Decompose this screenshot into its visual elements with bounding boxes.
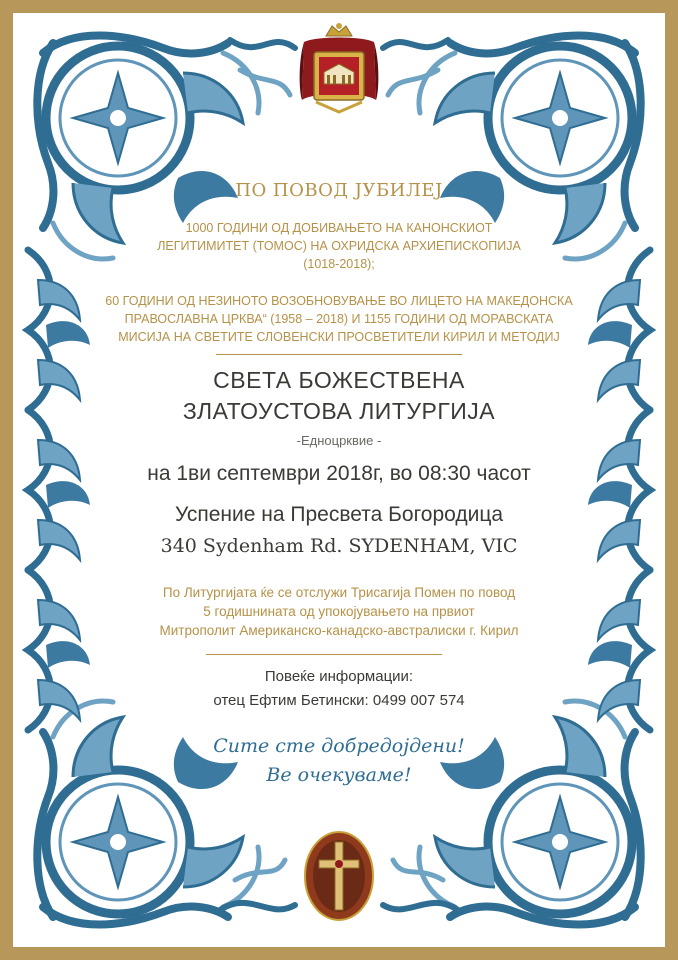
jubilee-line-2: ЛЕГИТИМИТЕТ (ТОМОС) НА ОХРИДСКА АРХИЕПИСКОПИЈА xyxy=(157,239,521,253)
address: 340 Sydenham Rd. SYDENHAM, VIC xyxy=(160,535,518,557)
memorial-line-2: 5 годишнината од упокојувањето на првиот xyxy=(203,604,475,619)
memorial-line-1: По Литургијата ќе се отслужи Трисагија Помен по повод xyxy=(162,585,516,600)
divider-2 xyxy=(206,654,442,655)
date-time: на 1ви септември 2018г, во 08:30 часот xyxy=(147,462,531,485)
contact: отец Ефтим Бетински: 0499 007 574 xyxy=(213,692,465,709)
subtitle: -Едноцрквие - xyxy=(296,433,382,448)
jubilee-line-1: 1000 ГОДИНИ ОД ДОБИВАЊЕТО НА КАНОНСКИОТ xyxy=(185,221,493,235)
jubilee2-line-1: 60 ГОДИНИ ОД НЕЗИНОТО ВОЗОБНОВУВАЊЕ ВО ЛИЦЕТО НА МАКЕДОНСКА xyxy=(105,294,573,308)
divider xyxy=(216,354,462,355)
jubilee2-line-3: МИСИЈА НА СВЕТИТЕ СЛОВЕНСКИ ПРОСВЕТИТЕЛИ КИРИЛ И МЕТОДИЈ xyxy=(118,330,560,344)
jubilee-line-3: (1018-2018); xyxy=(303,257,375,271)
heading: ПО ПОВОД ЈУБИЛЕЈ xyxy=(235,180,443,201)
church-name: Успение на Пресвета Богородица xyxy=(174,503,504,526)
memorial-line-3: Митрополит Американско-канадско-австралиски г. Кирил xyxy=(159,623,519,638)
welcome-line-1: Сите сте добредојдени! xyxy=(213,735,465,757)
info-label: Повеќе информации: xyxy=(264,668,414,685)
welcome-line-2: Ве очекуваме! xyxy=(266,764,412,786)
jubilee2-line-2: ПРАВОСЛАВНА ЦРКВА“ (1958 – 2018) И 1155 ГОДИНИ ОД МОРАВСКАТА xyxy=(124,312,554,326)
title-line-2: ЗЛАТОУСТОВА ЛИТУРГИЈА xyxy=(182,398,496,424)
title-line-1: СВЕТА БОЖЕСТВЕНА xyxy=(213,367,465,393)
